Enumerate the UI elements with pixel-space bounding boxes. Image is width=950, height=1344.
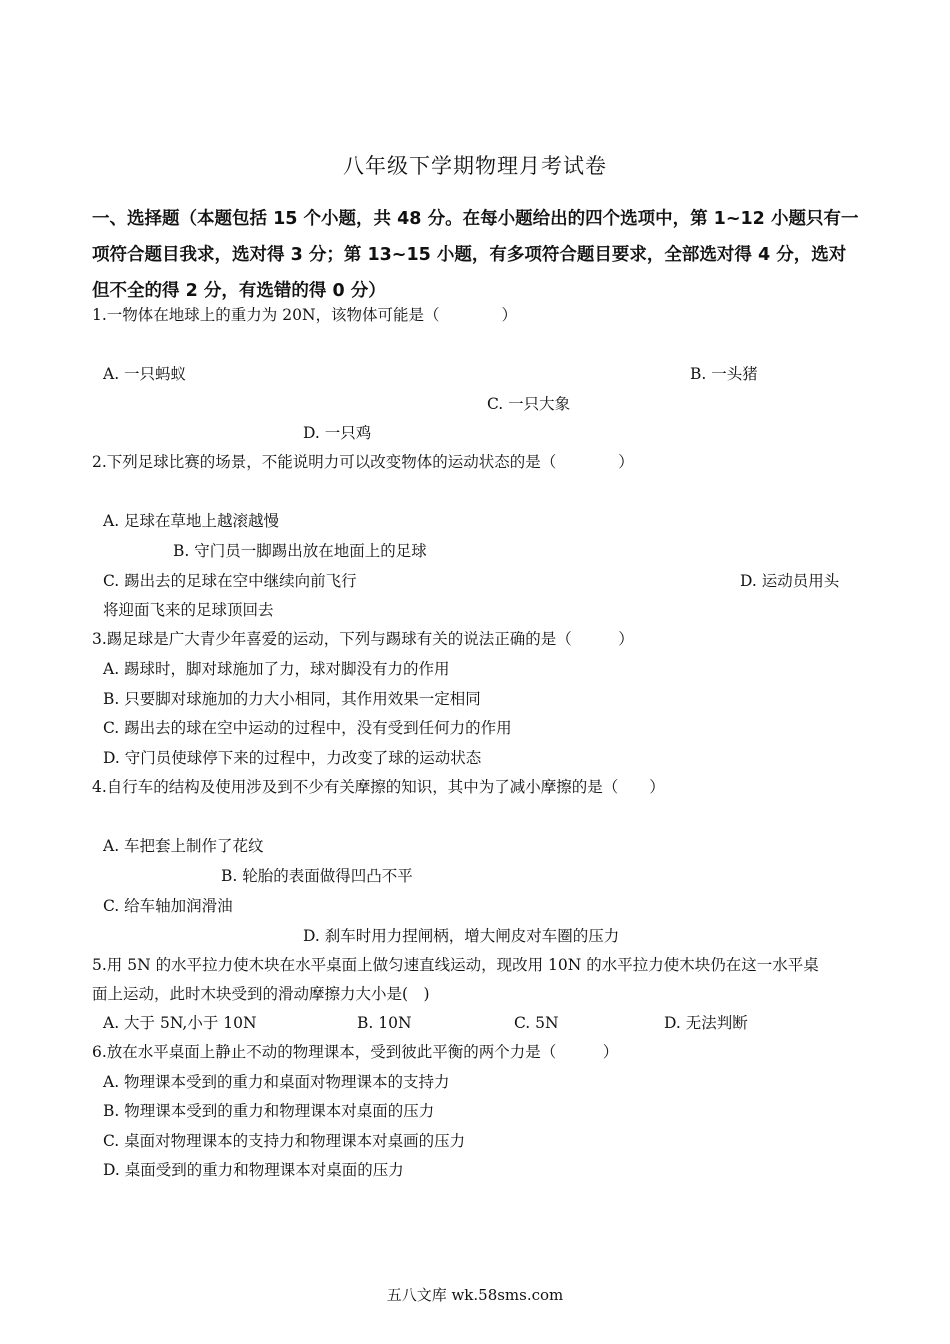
question-5-option-b: B. 10N <box>357 1014 412 1032</box>
question-1-option-d: D. 一只鸡 <box>303 424 372 442</box>
question-6-option-d: D. 桌面受到的重力和物理课本对桌面的压力 <box>103 1161 404 1179</box>
question-6-stem: 6.放在水平桌面上静止不动的物理课本，受到彼此平衡的两个力是（ ） <box>92 1043 619 1061</box>
question-5-stem-line2: 面上运动，此时木块受到的滑动摩擦力大小是( ) <box>92 985 430 1003</box>
question-3-option-c: C. 踢出去的球在空中运动的过程中，没有受到任何力的作用 <box>103 719 512 737</box>
question-6-option-a: A. 物理课本受到的重力和桌面对物理课本的支持力 <box>103 1073 450 1091</box>
question-5-option-a: A. 大于 5N,小于 10N <box>103 1014 257 1032</box>
question-2-option-c: C. 踢出去的足球在空中继续向前飞行 <box>103 572 357 590</box>
question-5-option-d: D. 无法判断 <box>664 1014 748 1032</box>
question-3-option-b: B. 只要脚对球施加的力大小相同，其作用效果一定相同 <box>103 690 481 708</box>
question-2-stem: 2.下列足球比赛的场景，不能说明力可以改变物体的运动状态的是（ ） <box>92 453 634 471</box>
footer-watermark: 五八文库 wk.58sms.com <box>386 1286 564 1304</box>
question-1-option-a: A. 一只蚂蚁 <box>103 365 187 383</box>
question-1-stem: 1.一物体在地球上的重力为 20N，该物体可能是（ ） <box>92 306 518 324</box>
question-4-option-b: B. 轮胎的表面做得凹凸不平 <box>221 867 413 885</box>
question-2-option-d: D. 运动员用头 <box>740 572 840 590</box>
question-1-option-b: B. 一头猪 <box>690 365 758 383</box>
question-2-option-b: B. 守门员一脚踢出放在地面上的足球 <box>173 542 427 560</box>
section-heading: 一、选择题（本题包括 15 个小题，共 48 分。在每小题给出的四个选项中，第 1~12 小题只有一项符合题目我求，选对得 3 分；第 13~15 小题，有多项符合题目要求，全部选对得 4 分，选对但不全的得 2 分，有选错的得 0 分） <box>92 209 859 301</box>
question-4-option-d: D. 刹车时用力捏闸柄，增大闸皮对车圈的压力 <box>303 927 620 945</box>
question-3-stem: 3.踢足球是广大青少年喜爱的运动，下列与踢球有关的说法正确的是（ ） <box>92 630 634 648</box>
question-5-stem-line1: 5.用 5N 的水平拉力使木块在水平桌面上做匀速直线运动，现改用 10N 的水平拉力使木块仍在这一水平桌 <box>92 956 819 974</box>
question-4-option-a: A. 车把套上制作了花纹 <box>103 837 264 855</box>
question-1-option-c: C. 一只大象 <box>487 395 571 413</box>
question-3-option-d: D. 守门员使球停下来的过程中，力改变了球的运动状态 <box>103 749 482 767</box>
question-2-option-d-continued: 将迎面飞来的足球顶回去 <box>103 601 274 619</box>
question-5-option-c: C. 5N <box>514 1014 559 1032</box>
question-4-stem: 4.自行车的结构及使用涉及到不少有关摩擦的知识，其中为了减小摩擦的是（ ） <box>92 778 665 796</box>
question-3-option-a: A. 踢球时，脚对球施加了力，球对脚没有力的作用 <box>103 660 450 678</box>
question-4-option-c: C. 给车轴加润滑油 <box>103 897 233 915</box>
question-6-option-b: B. 物理课本受到的重力和物理课本对桌面的压力 <box>103 1102 435 1120</box>
page-title: 八年级下学期物理月考试卷 <box>343 154 607 178</box>
question-2-option-a: A. 足球在草地上越滚越慢 <box>103 512 280 530</box>
question-6-option-c: C. 桌面对物理课本的支持力和物理课本对桌画的压力 <box>103 1132 466 1150</box>
